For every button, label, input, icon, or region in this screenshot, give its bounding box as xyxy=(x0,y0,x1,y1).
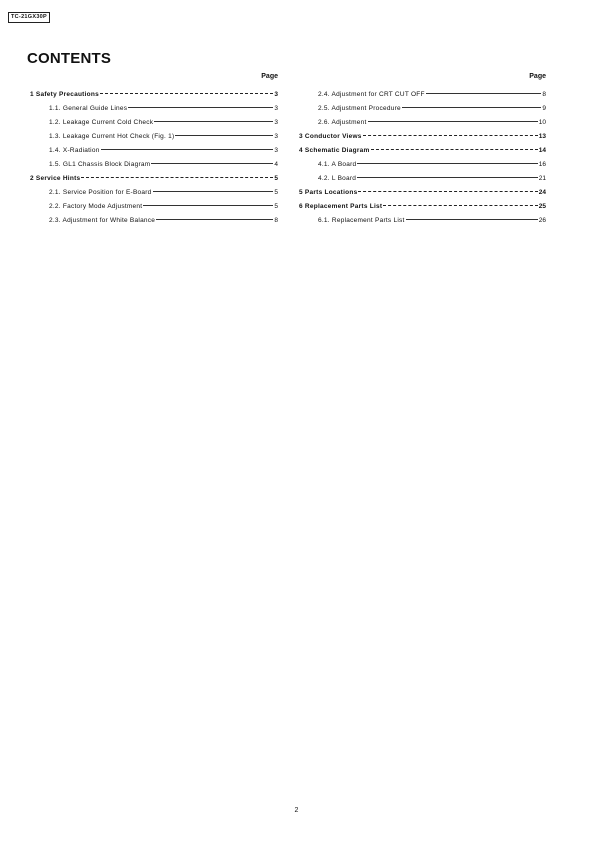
toc-entry-page: 3 xyxy=(274,91,278,98)
toc-entry[interactable] xyxy=(30,144,278,158)
toc-entry[interactable] xyxy=(299,116,546,130)
toc-entry-label: 4 Schematic Diagram xyxy=(299,147,370,154)
toc-entry[interactable] xyxy=(30,172,278,186)
toc-entry[interactable] xyxy=(299,214,546,228)
toc-dot-leader xyxy=(363,134,538,136)
toc-entry-page: 8 xyxy=(274,217,278,224)
toc-entry-page: 10 xyxy=(538,119,546,126)
page-column-header-left: Page xyxy=(261,73,278,80)
toc-entry-label: 1.4. X-Radiation xyxy=(49,147,100,154)
toc-dot-leader xyxy=(406,218,538,220)
toc-entry-label: 1.5. GL1 Chassis Block Diagram xyxy=(49,161,151,168)
toc-entry[interactable] xyxy=(30,158,278,172)
toc-list-right xyxy=(299,88,546,228)
toc-entry-page: 5 xyxy=(274,203,278,210)
toc-entry[interactable] xyxy=(30,116,278,130)
page-title: CONTENTS xyxy=(27,50,112,67)
toc-dot-leader xyxy=(81,176,273,178)
toc-entry-label: 2.5. Adjustment Procedure xyxy=(318,105,401,112)
toc-column-left xyxy=(30,72,278,228)
toc-entry-page: 4 xyxy=(274,161,278,168)
toc-entry-page: 13 xyxy=(538,133,546,140)
toc-entry-label: 1.1. General Guide Lines xyxy=(49,105,128,112)
toc-entry-label: 6 Replacement Parts List xyxy=(299,203,383,210)
toc-dot-leader xyxy=(371,148,538,150)
toc-entry-page: 5 xyxy=(274,189,278,196)
toc-entry[interactable] xyxy=(30,186,278,200)
toc-entry-page: 25 xyxy=(538,203,546,210)
toc-entry-label: 5 Parts Locations xyxy=(299,189,358,196)
toc-dot-leader xyxy=(100,92,273,94)
page-column-header-right: Page xyxy=(529,73,546,80)
toc-entry-label: 4.2. L Board xyxy=(318,175,357,182)
toc-dot-leader xyxy=(151,162,273,164)
toc-dot-leader xyxy=(402,106,542,108)
toc-entry[interactable] xyxy=(299,144,546,158)
toc-entry[interactable] xyxy=(299,158,546,172)
toc-dot-leader xyxy=(383,204,537,206)
toc-entry-label: 2.1. Service Position for E-Board xyxy=(49,189,152,196)
toc-entry-page: 3 xyxy=(274,133,278,140)
toc-entry-label: 3 Conductor Views xyxy=(299,133,362,140)
toc-entry-label: 1 Safety Precautions xyxy=(30,91,99,98)
model-label: TC-21GX30P xyxy=(8,12,50,23)
toc-dot-leader xyxy=(128,106,273,108)
toc-entry[interactable] xyxy=(30,200,278,214)
toc-entry[interactable] xyxy=(299,88,546,102)
toc-entry[interactable] xyxy=(30,102,278,116)
toc-entry-label: 2.3. Adjustment for White Balance xyxy=(49,217,156,224)
toc-entry-page: 3 xyxy=(274,105,278,112)
toc-entry-page: 9 xyxy=(542,105,546,112)
toc-dot-leader xyxy=(357,162,537,164)
toc-entry-page: 26 xyxy=(538,217,546,224)
toc-entry-page: 3 xyxy=(274,119,278,126)
toc-entry-label: 2.6. Adjustment xyxy=(318,119,367,126)
toc-entry-page: 24 xyxy=(538,189,546,196)
toc-entry-label: 2.4. Adjustment for CRT CUT OFF xyxy=(318,91,425,98)
toc-entry[interactable] xyxy=(299,186,546,200)
toc-entry-page: 16 xyxy=(538,161,546,168)
toc-entry-page: 5 xyxy=(274,175,278,182)
toc-entry-label: 2.2. Factory Mode Adjustment xyxy=(49,203,143,210)
toc-dot-leader xyxy=(175,134,273,136)
toc-entry-label: 4.1. A Board xyxy=(318,161,357,168)
toc-dot-leader xyxy=(153,190,274,192)
toc-entry[interactable] xyxy=(299,130,546,144)
footer-page-number: 2 xyxy=(294,807,299,814)
toc-column-right xyxy=(299,72,546,228)
toc-dot-leader xyxy=(101,148,274,150)
toc-entry[interactable] xyxy=(30,214,278,228)
toc-list-left xyxy=(30,88,278,228)
toc-entry-label: 1.2. Leakage Current Cold Check xyxy=(49,119,154,126)
toc-dot-leader xyxy=(154,120,273,122)
toc-entry[interactable] xyxy=(299,102,546,116)
toc-entry[interactable] xyxy=(30,130,278,144)
toc-dot-leader xyxy=(156,218,273,220)
toc-entry-label: 6.1. Replacement Parts List xyxy=(318,217,405,224)
toc-entry[interactable] xyxy=(299,200,546,214)
toc-entry-label: 1.3. Leakage Current Hot Check (Fig. 1) xyxy=(49,133,175,140)
toc-dot-leader xyxy=(358,190,537,192)
toc-entry-page: 14 xyxy=(538,147,546,154)
toc-entry-page: 8 xyxy=(542,91,546,98)
toc-entry-page: 3 xyxy=(274,147,278,154)
toc-dot-leader xyxy=(143,204,273,206)
toc-dot-leader xyxy=(426,92,542,94)
toc-entry-label: 2 Service Hints xyxy=(30,175,81,182)
toc-entry[interactable] xyxy=(299,172,546,186)
toc-dot-leader xyxy=(357,176,538,178)
toc-dot-leader xyxy=(368,120,538,122)
toc-entry-page: 21 xyxy=(538,175,546,182)
toc-entry[interactable] xyxy=(30,88,278,102)
